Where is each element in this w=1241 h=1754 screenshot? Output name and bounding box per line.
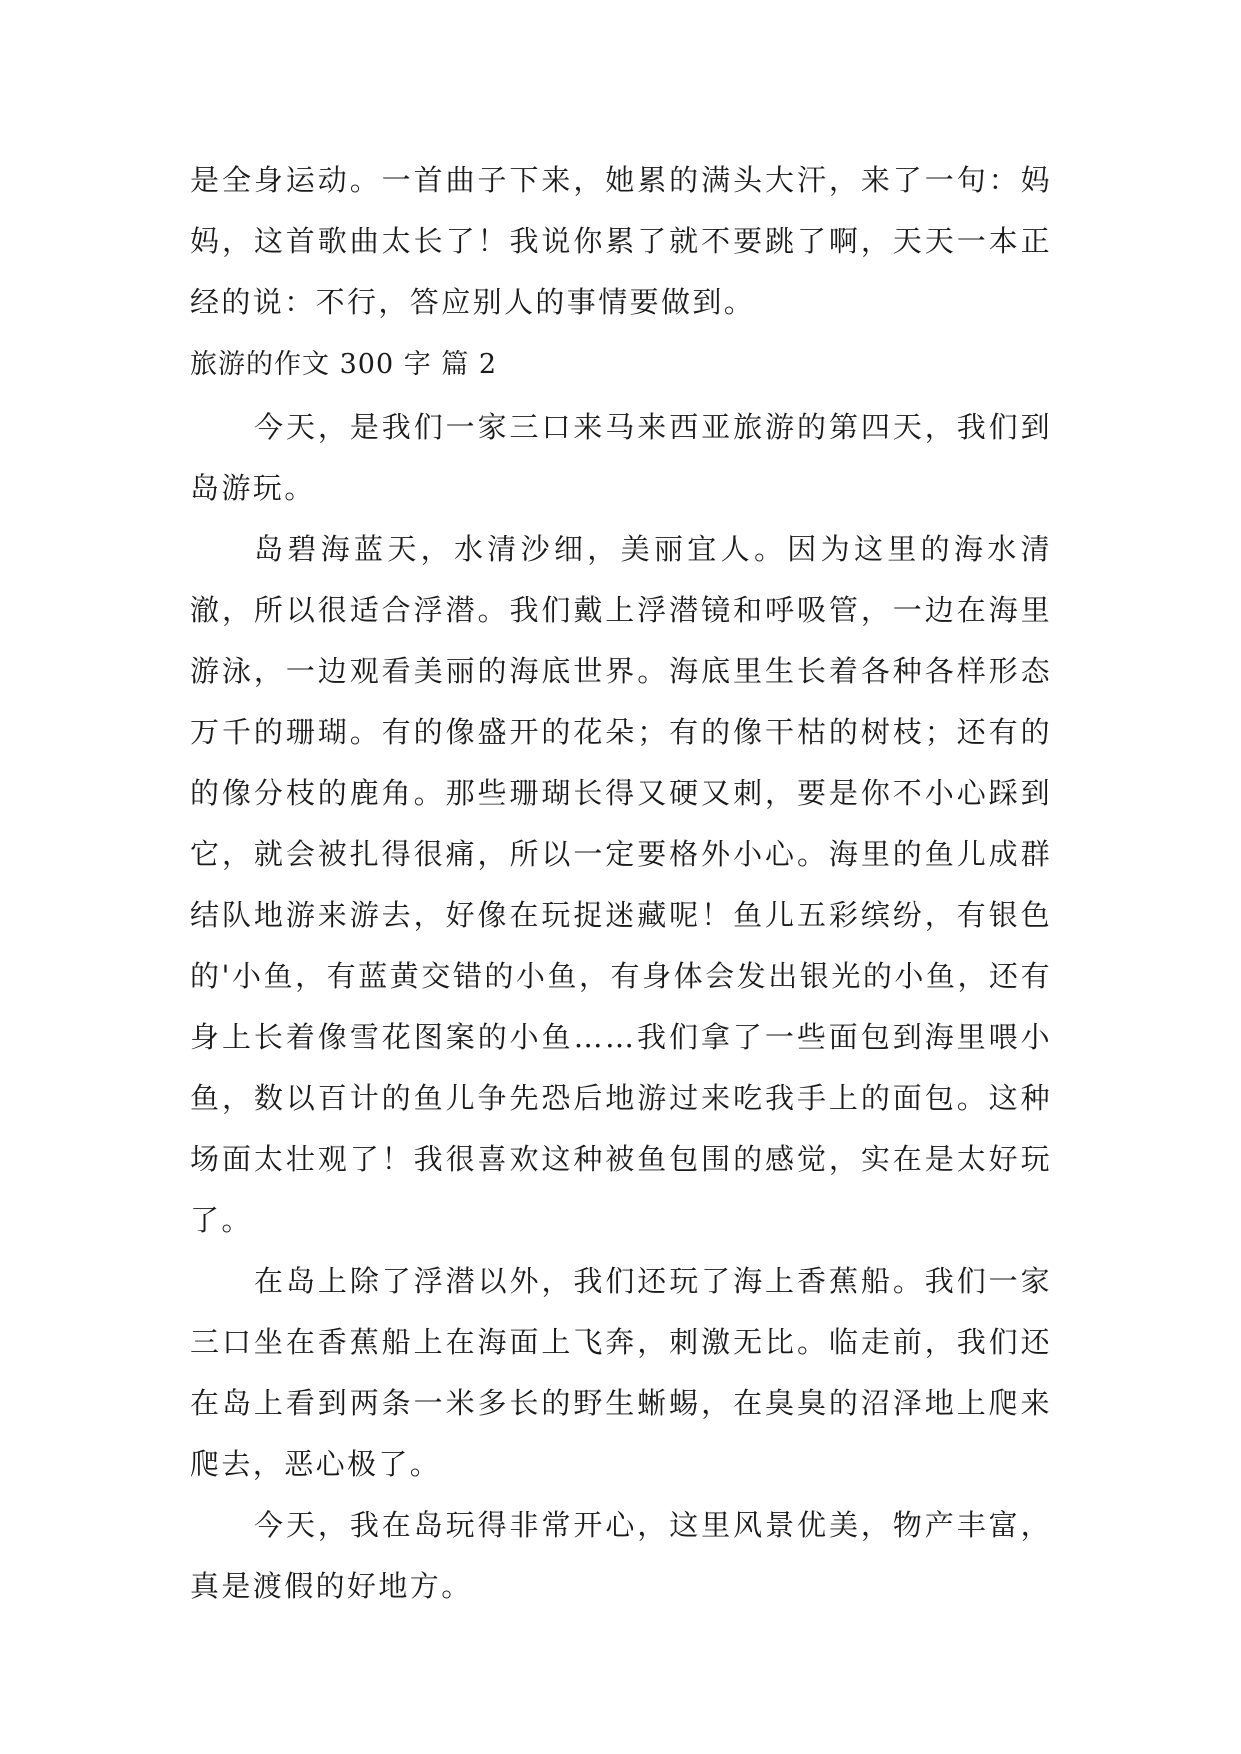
- paragraph-intro: 今天，是我们一家三口来马来西亚旅游的第四天，我们到岛游玩。: [190, 410, 1052, 505]
- document-body: [190, 150, 1052, 1617]
- paragraph-banana-boat: 在岛上除了浮潜以外，我们还玩了海上香蕉船。我们一家三口坐在香蕉船上在海面上飞奔，刺激无比。临走前，我们还在岛上看到两条一米多长的野生蜥蜴，在臭臭的沼泽地上爬来爬去，恶心极了。: [190, 1264, 1052, 1481]
- section-heading: 旅游的作文 300 字 篇 2: [190, 349, 498, 380]
- paragraph-continuation: 是全身运动。一首曲子下来，她累的满头大汗，来了一句：妈妈，这首歌曲太长了！我说你累了就不要跳了啊，天天一本正经的说：不行，答应别人的事情要做到。: [190, 163, 1052, 319]
- paragraph-snorkeling: 岛碧海蓝天，水清沙细，美丽宜人。因为这里的海水清澈，所以很适合浮潜。我们戴上浮潜镜和呼吸管，一边在海里游泳，一边观看美丽的海底世界。海底里生长着各种各样形态万千的珊瑚。有的像盛开的花朵；有的像干枯的树枝；还有的的像分枝的鹿角。那些珊瑚长得又硬又刺，要是你不小心踩到它，就会被扎得很痛，所以一定要格外小心。海里的鱼儿成群结队地游来游去，好像在玩捉迷藏呢！鱼儿五彩缤纷，有银色的'小鱼，有蓝黄交错的小鱼，有身体会发出银光的小鱼，还有身上长着像雪花图案的小鱼……我们拿了一些面包到海里喂小鱼，数以百计的鱼儿争先恐后地游过来吃我手上的面包。这种场面太壮观了！我很喜欢这种被鱼包围的感觉，实在是太好玩了。: [190, 532, 1052, 1237]
- paragraph-conclusion: 今天，我在岛玩得非常开心，这里风景优美，物产丰富，真是渡假的好地方。: [190, 1508, 1052, 1603]
